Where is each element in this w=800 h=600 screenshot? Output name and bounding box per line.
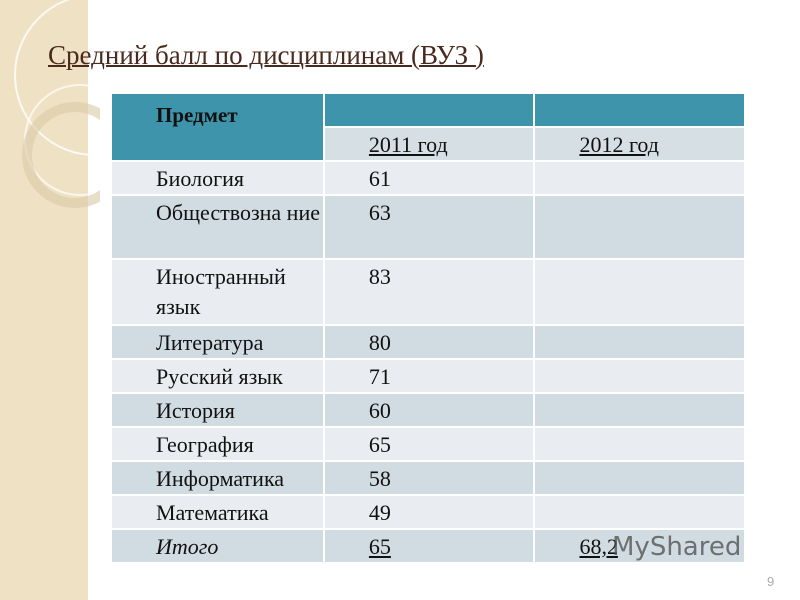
subject-cell: Обществозна ние: [111, 195, 324, 259]
table-row: [111, 393, 745, 427]
score-2011: 63: [324, 195, 535, 259]
subject-cell: История: [111, 393, 324, 427]
subject-cell: Информатика: [111, 461, 324, 495]
score-2012: [534, 427, 745, 461]
table-row: [111, 195, 745, 259]
subject-cell: Математика: [111, 495, 324, 529]
score-2011: 61: [324, 161, 535, 195]
decorative-side-panel: [0, 0, 88, 600]
scores-table: [110, 92, 746, 564]
table-row: [111, 359, 745, 393]
score-2012: [534, 393, 745, 427]
header-blank: [534, 93, 745, 127]
decorative-circles-icon: [0, 0, 100, 600]
score-2011: 58: [324, 461, 535, 495]
subject-cell: Литература: [111, 325, 324, 359]
score-2011: 65: [324, 427, 535, 461]
score-2012: [534, 495, 745, 529]
table-row: [111, 461, 745, 495]
score-2012: [534, 359, 745, 393]
slide-title: Средний балл по дисциплинам (ВУЗ ): [48, 40, 484, 70]
score-2012: [534, 325, 745, 359]
header-2012: 2012 год: [534, 127, 745, 161]
score-2011: 83: [324, 259, 535, 325]
total-2011: 65: [324, 529, 535, 563]
table-row: [111, 161, 745, 195]
table-row: [111, 495, 745, 529]
score-2012: [534, 195, 745, 259]
score-2011: 49: [324, 495, 535, 529]
watermark-logo: MyShared: [612, 532, 742, 562]
page-number: 9: [767, 574, 775, 589]
header-blank: [324, 93, 535, 127]
score-2011: 60: [324, 393, 535, 427]
score-2012: [534, 161, 745, 195]
score-2011: 80: [324, 325, 535, 359]
header-2011: 2011 год: [324, 127, 535, 161]
total-label: Итого: [111, 529, 324, 563]
table-row: [111, 325, 745, 359]
score-2012: [534, 259, 745, 325]
subject-cell: География: [111, 427, 324, 461]
total-2012: 68,2: [534, 529, 745, 563]
header-subject: Предмет: [111, 93, 324, 161]
table-row: [111, 427, 745, 461]
subject-cell: Русский язык: [111, 359, 324, 393]
score-2011: 71: [324, 359, 535, 393]
subject-cell: Биология: [111, 161, 324, 195]
table-row: [111, 259, 745, 325]
subject-cell: Иностранный язык: [111, 259, 324, 325]
score-2012: [534, 461, 745, 495]
